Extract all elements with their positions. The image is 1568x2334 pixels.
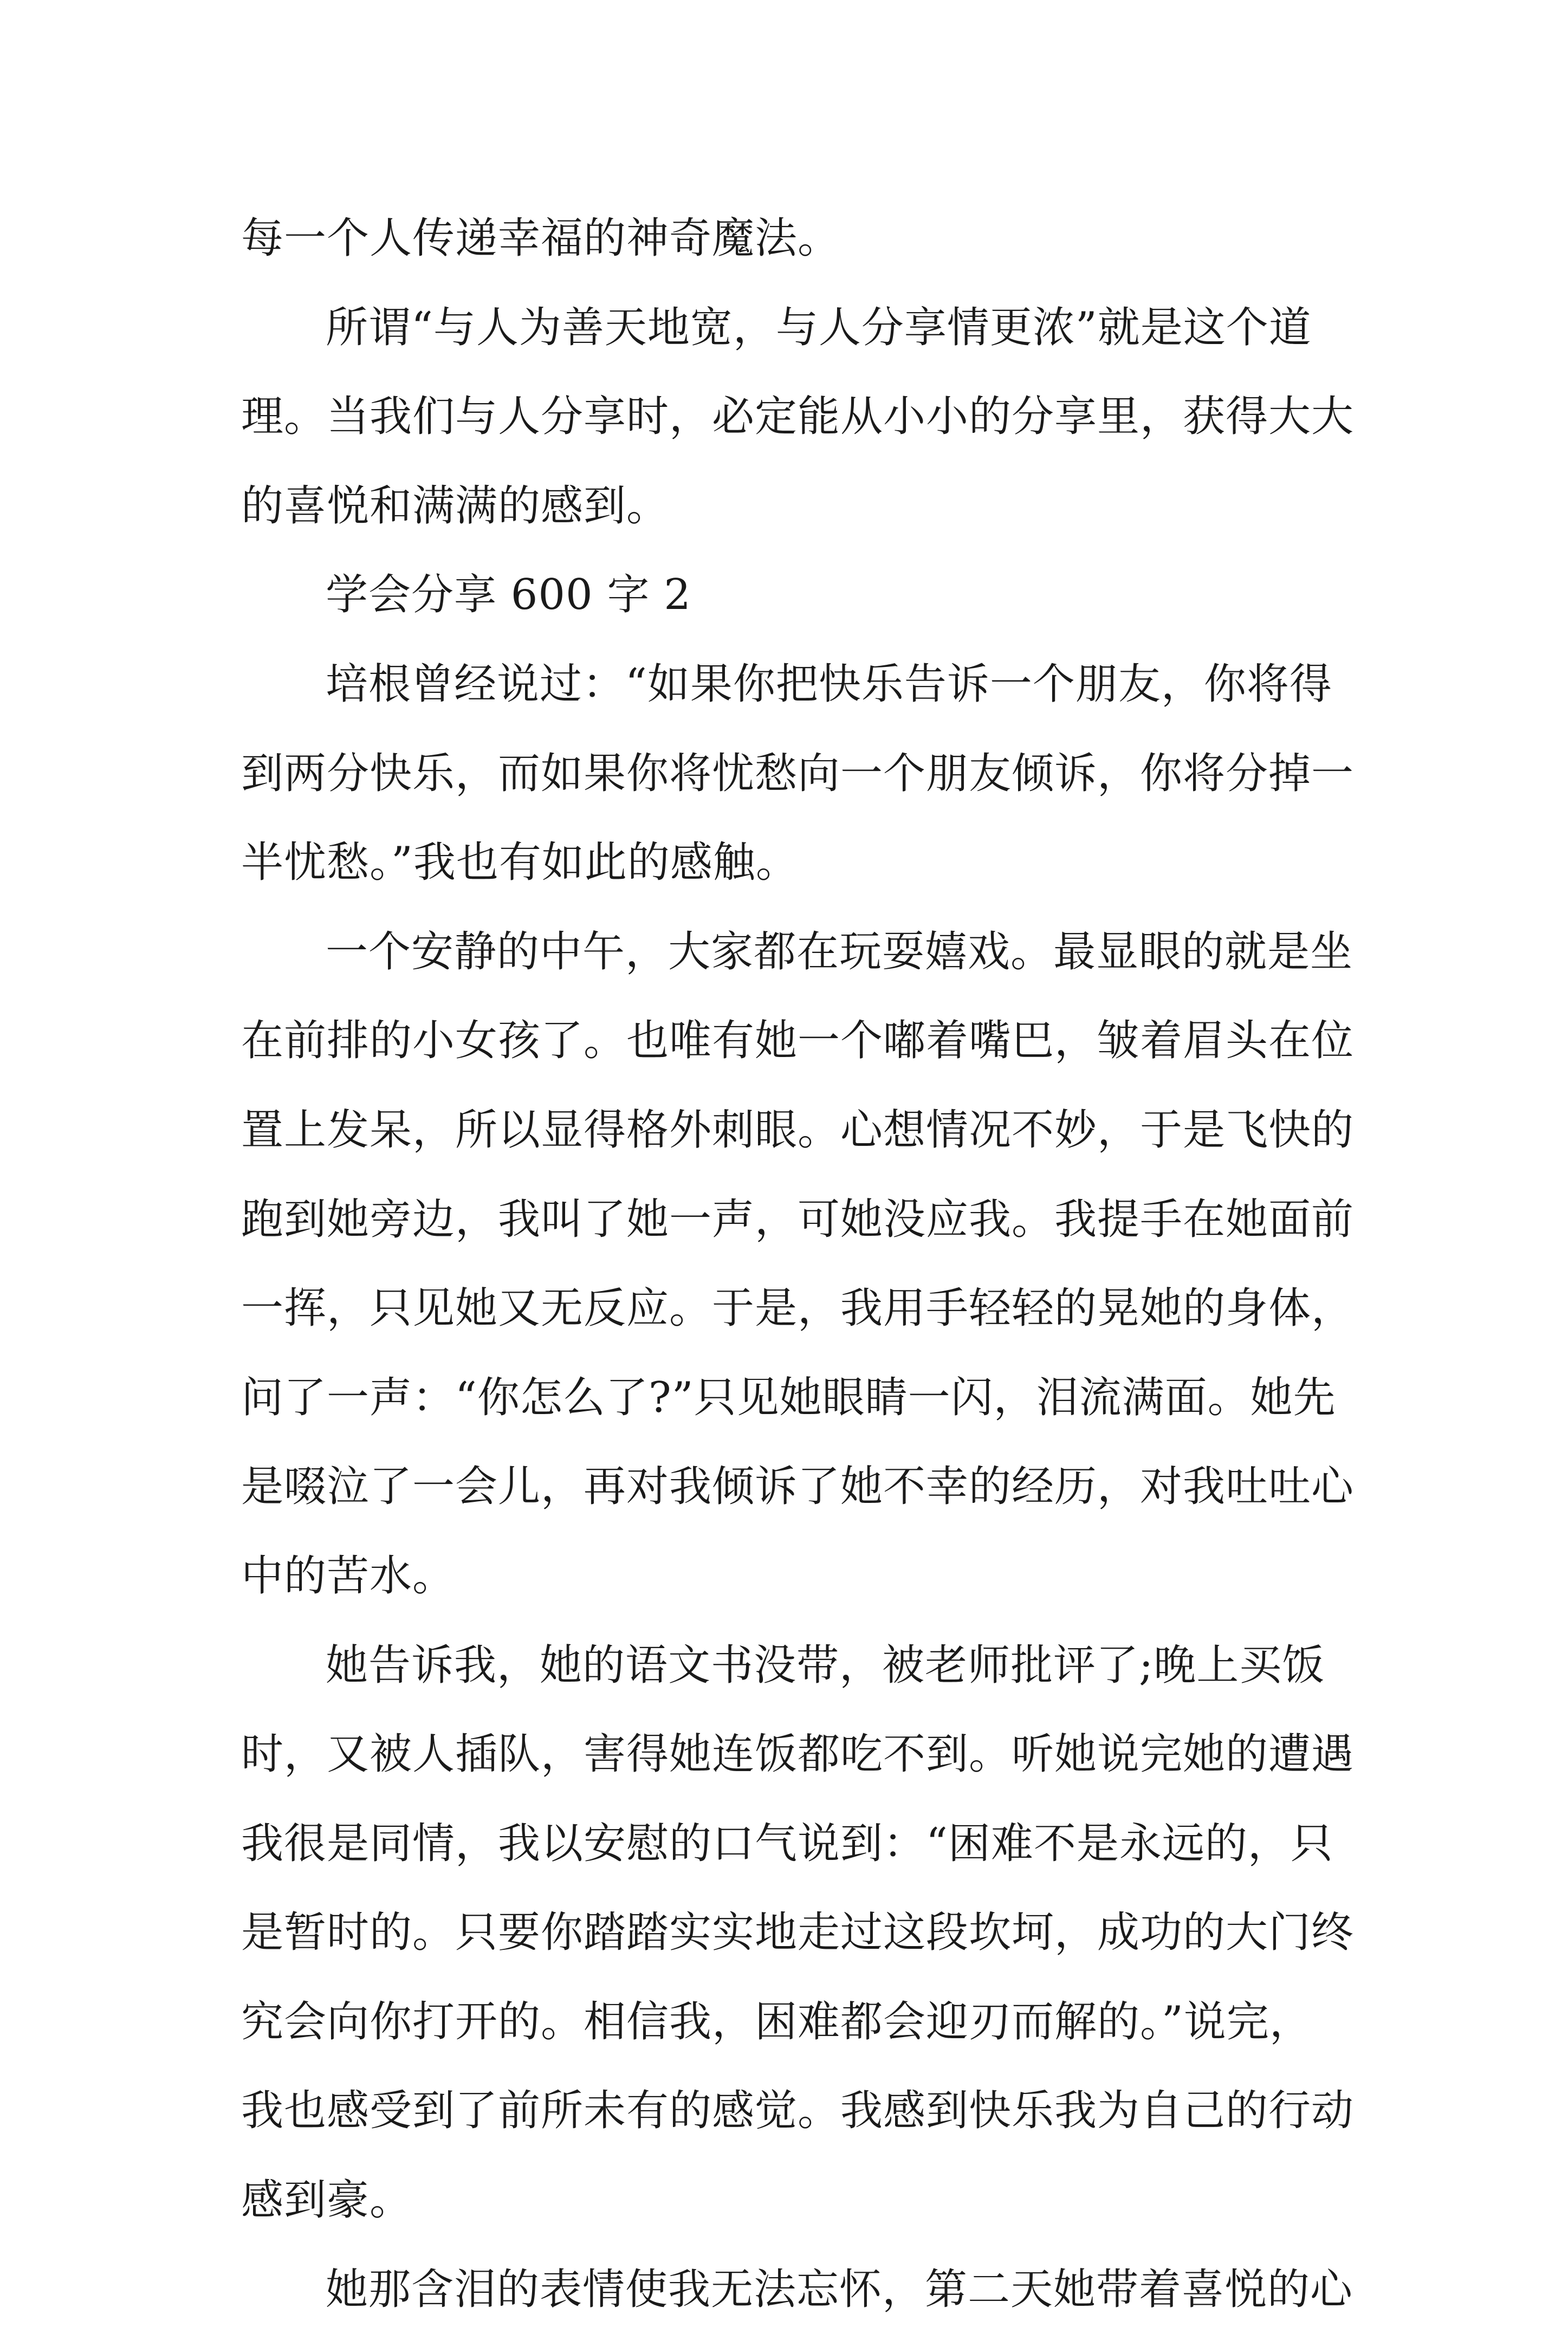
text-line: 理。当我们与人分享时，必定能从小小的分享里，获得大大 [241,392,1355,442]
text-line: 中的苦水。 [241,1551,456,1600]
text-line: 在前排的小女孩了。也唯有她一个嘟着嘴巴，皱着眉头在位 [241,1016,1355,1066]
section-heading: 学会分享 600 字 2 [326,570,691,620]
text-line: 是暂时的。只要你踏踏实实地走过这段坎坷，成功的大门终 [241,1908,1355,1957]
text-line: 究会向你打开的。相信我，困难都会迎刃而解的。”说完， [241,1997,1312,2046]
text-line: 我很是同情，我以安慰的口气说到：“困难不是永远的，只 [241,1819,1333,1868]
text-line: 置上发呆，所以显得格外刺眼。心想情况不妙，于是飞快的 [241,1105,1355,1155]
text-line: 半忧愁。”我也有如此的感触。 [241,838,799,887]
text-line: 问了一声：“你怎么了?”只见她眼睛一闪，泪流满面。她先 [241,1373,1336,1422]
text-line: 培根曾经说过：“如果你把快乐告诉一个朋友，你将得 [326,659,1332,709]
essay-body [241,194,1355,2334]
text-line: 时，又被人插队，害得她连饭都吃不到。听她说完她的遭遇 [241,1730,1355,1779]
text-line: 是啜泣了一会儿，再对我倾诉了她不幸的经历，对我吐吐心 [241,1462,1355,1512]
text-line: 的喜悦和满满的感到。 [241,481,670,530]
text-line: 一挥，只见她又无反应。于是，我用手轻轻的晃她的身体， [241,1284,1355,1333]
text-line: 到两分快乐，而如果你将忧愁向一个朋友倾诉，你将分掉一 [241,749,1355,798]
text-line: 她那含泪的表情使我无法忘怀，第二天她带着喜悦的心 [326,2265,1353,2314]
text-line: 每一个人传递幸福的神奇魔法。 [241,214,841,263]
text-line: 感到豪。 [241,2176,413,2225]
text-line: 跑到她旁边，我叫了她一声，可她没应我。我提手在她面前 [241,1195,1355,1244]
text-line: 所谓“与人为善天地宽，与人分享情更浓”就是这个道 [326,303,1312,352]
text-line: 她告诉我，她的语文书没带，被老师批评了;晚上买饭 [326,1641,1325,1690]
text-line: 我也感受到了前所未有的感觉。我感到快乐我为自己的行动 [241,2086,1355,2136]
text-line: 一个安静的中午，大家都在玩耍嬉戏。最显眼的就是坐 [326,927,1353,976]
